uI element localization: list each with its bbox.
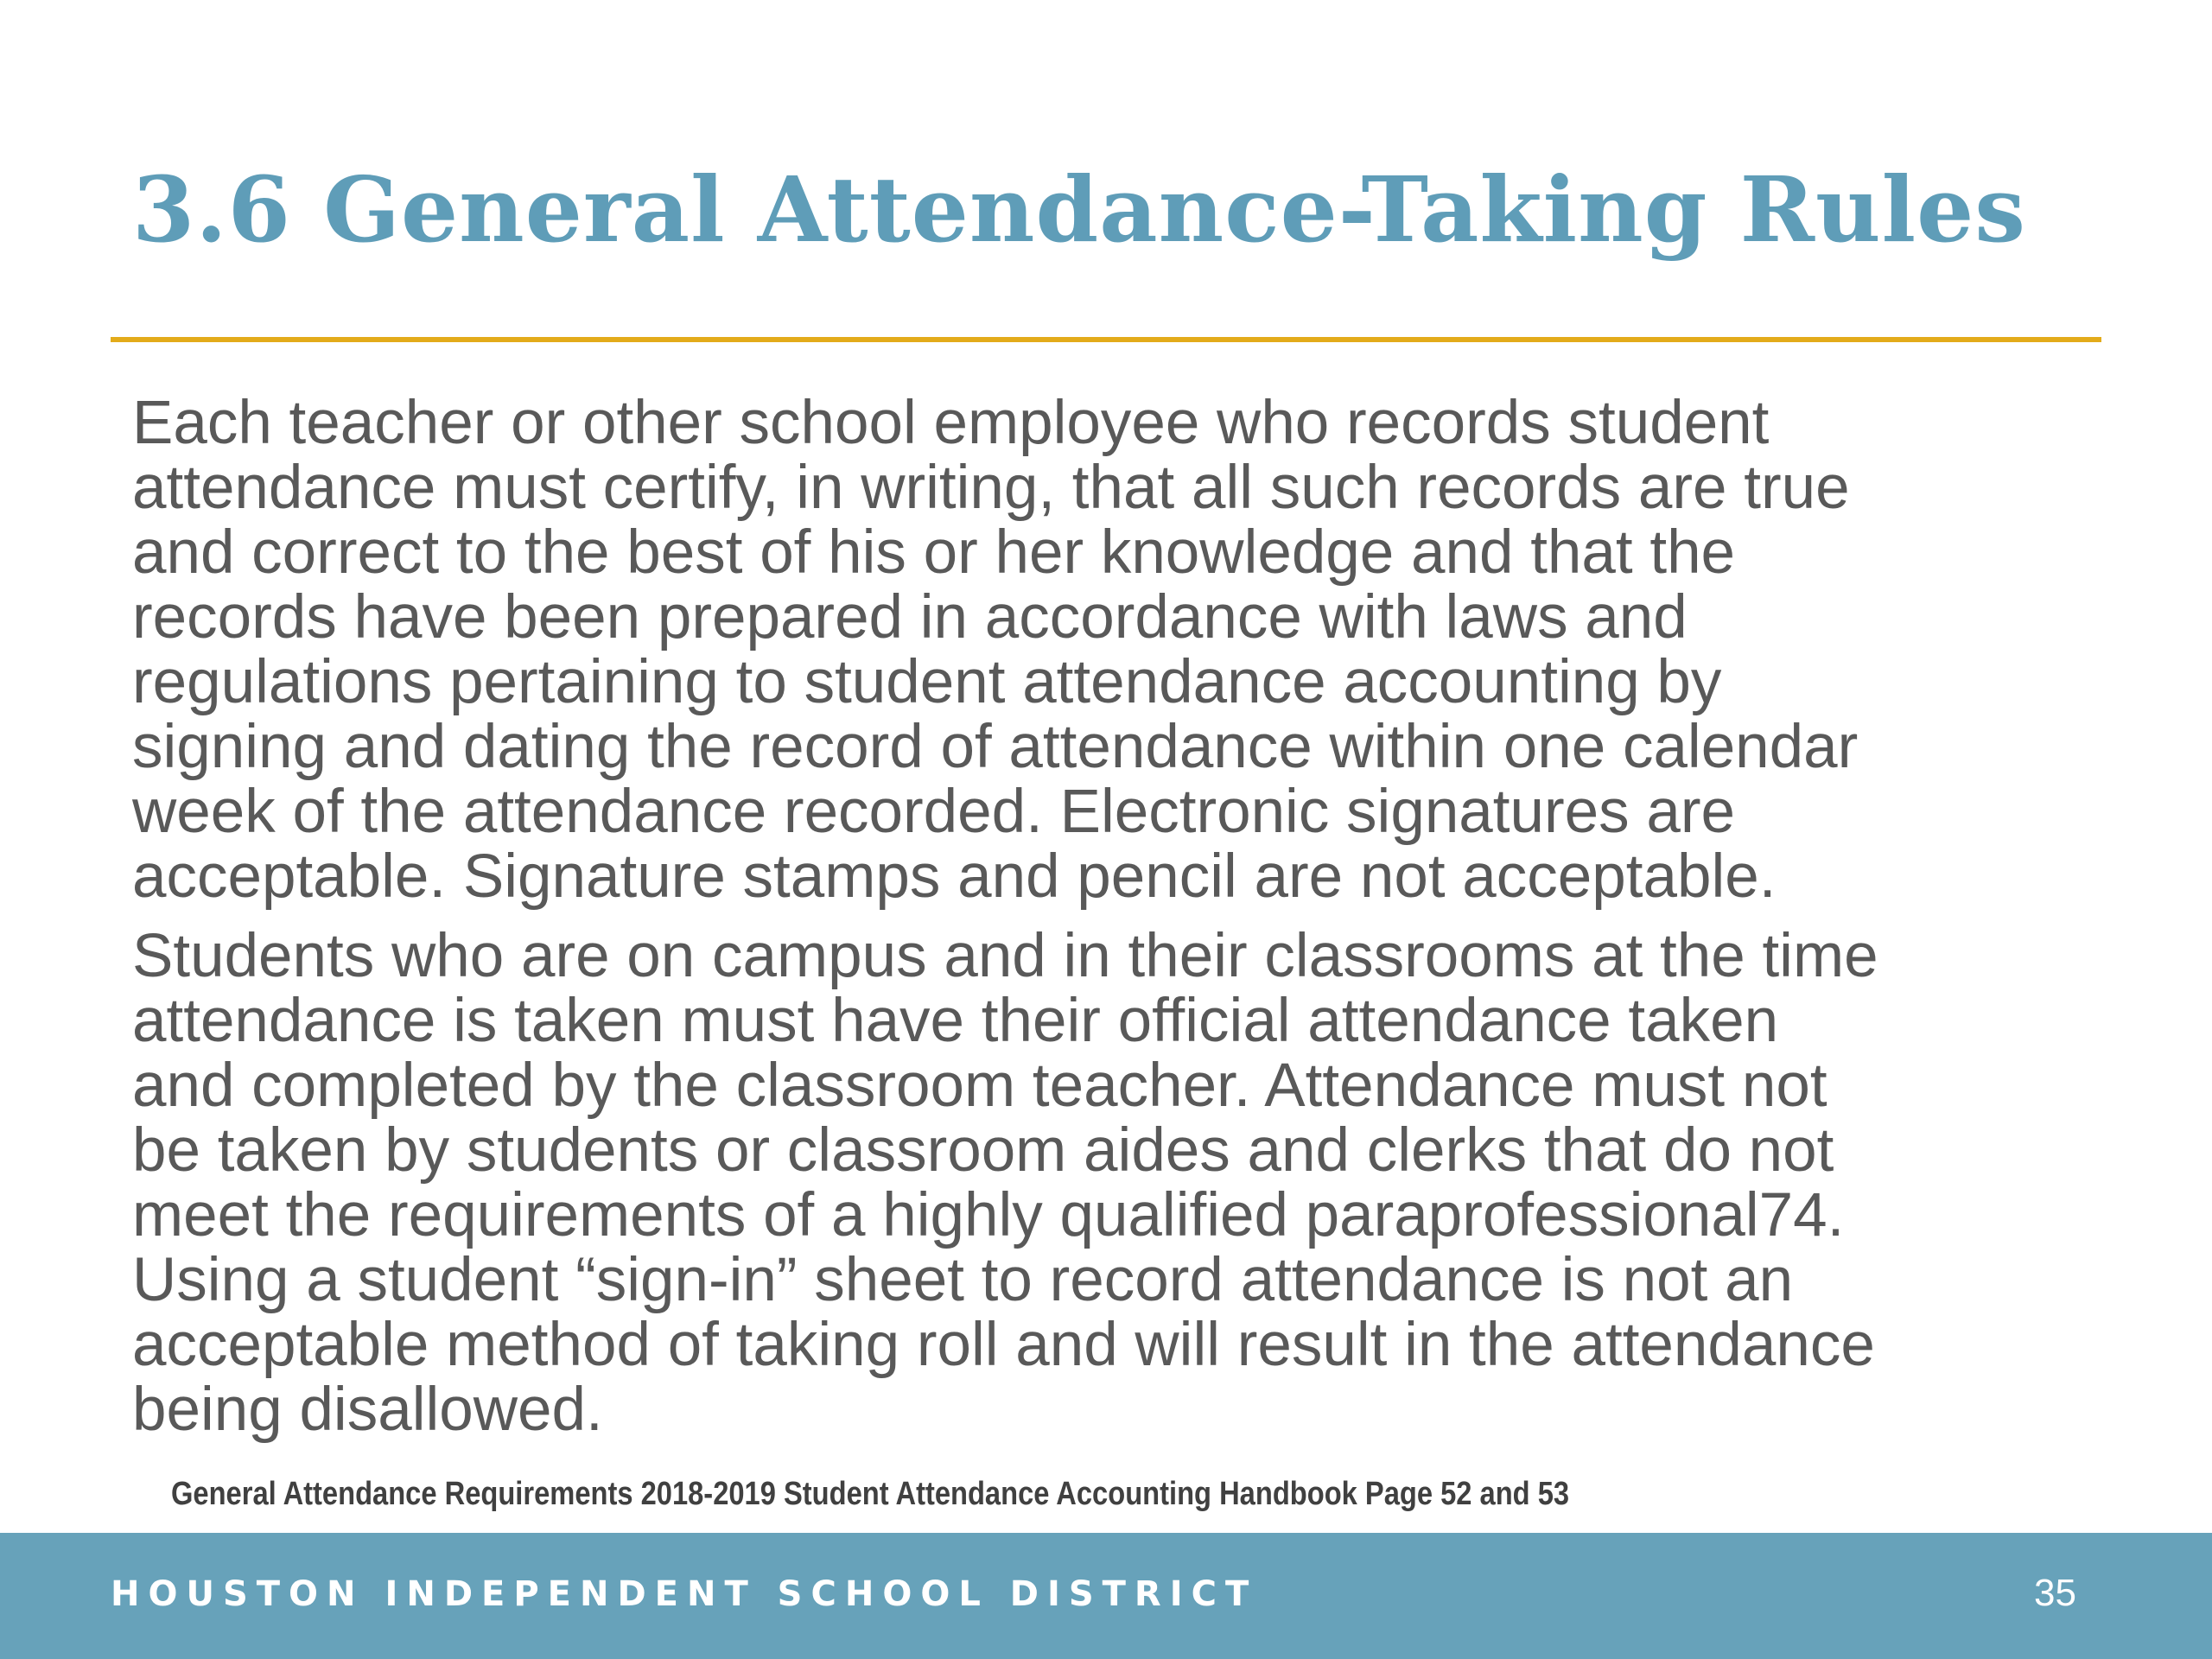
slide-body bbox=[132, 391, 2120, 1442]
body-line: week of the attendance recorded. Electronic signatures are bbox=[132, 778, 1735, 846]
paragraph-classroom-attendance bbox=[132, 924, 2120, 1442]
body-line: and completed by the classroom teacher. Attendance must not bbox=[132, 1052, 1827, 1120]
body-line: and correct to the best of his or her knowledge and that the bbox=[132, 518, 1736, 587]
body-line: Students who are on campus and in their classrooms at the time bbox=[132, 922, 1878, 990]
body-line: signing and dating the record of attendance within one calendar bbox=[132, 713, 1859, 781]
body-line: acceptable method of taking roll and will result in the attendance bbox=[132, 1311, 1875, 1379]
page-number: 35 bbox=[2034, 1572, 2076, 1614]
title-divider bbox=[111, 337, 2101, 342]
footer-bar bbox=[0, 1533, 2212, 1659]
body-line: records have been prepared in accordance with laws and bbox=[132, 583, 1688, 652]
body-line: Using a student “sign-in” sheet to record attendance is not an bbox=[132, 1246, 1794, 1314]
body-line: attendance must certify, in writing, that all such records are true bbox=[132, 454, 1850, 522]
body-line: be taken by students or classroom aides and clerks that do not bbox=[132, 1116, 1834, 1185]
body-line: meet the requirements of a highly qualified paraprofessional74. bbox=[132, 1181, 1845, 1249]
slide-title: 3.6 General Attendance-Taking Rules bbox=[132, 156, 2026, 263]
body-line: attendance is taken must have their official attendance taken bbox=[132, 987, 1779, 1055]
footer-organization-name: HOUSTON INDEPENDENT SCHOOL DISTRICT bbox=[111, 1574, 1258, 1614]
source-footnote: General Attendance Requirements 2018-2019 Student Attendance Accounting Handbook Page 52 and 53 bbox=[171, 1476, 1570, 1512]
body-line: acceptable. Signature stamps and pencil are not acceptable. bbox=[132, 842, 1777, 911]
body-line: being disallowed. bbox=[132, 1376, 603, 1444]
paragraph-certification bbox=[132, 391, 2120, 909]
body-line: Each teacher or other school employee who records student bbox=[132, 389, 1770, 457]
body-line: regulations pertaining to student attendance accounting by bbox=[132, 648, 1722, 716]
